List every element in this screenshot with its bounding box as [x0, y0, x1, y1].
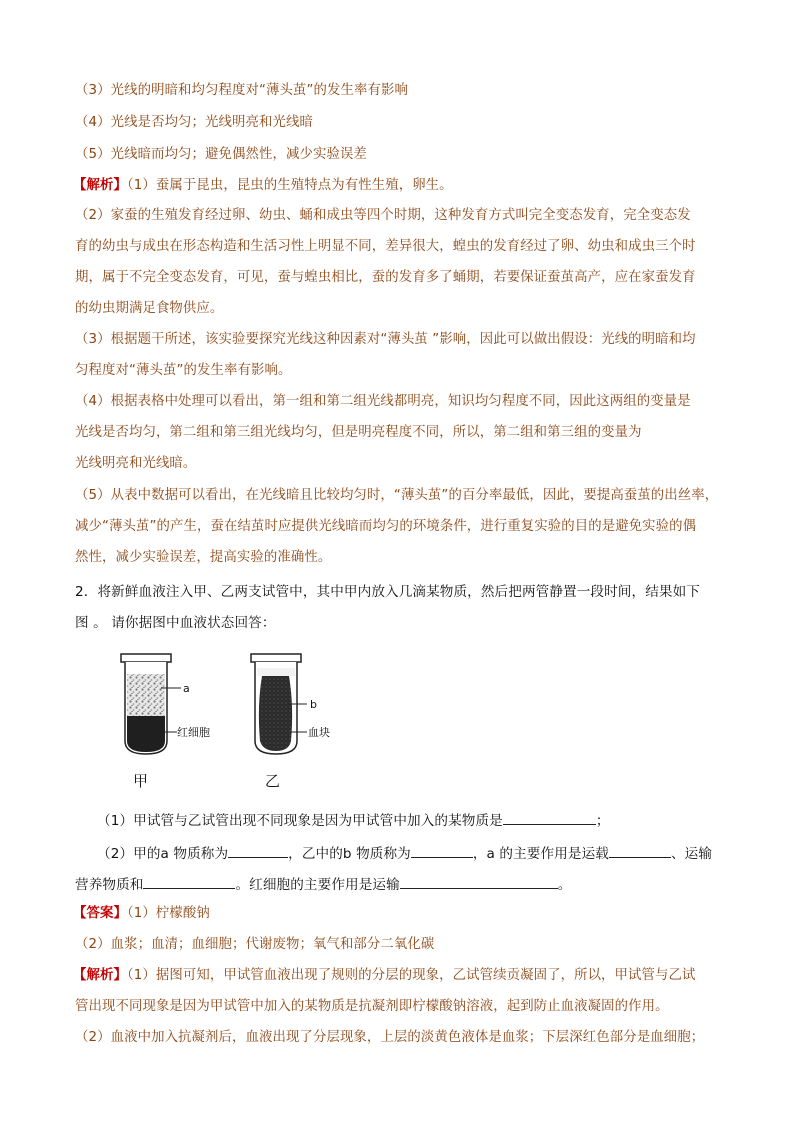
blank-1[interactable] — [503, 810, 596, 825]
tube-left-name: 甲 — [133, 772, 149, 790]
analysis-line-1 — [73, 176, 453, 196]
sub-question-2-part-2: ，乙中的b 物质称为 — [288, 846, 411, 862]
analysis-line-9: 光线是否均匀，第二组和第三组光线均匀，但是明亮程度不同，所以，第二组和第三组的变量为 — [75, 425, 642, 440]
analysis-line-2: （2）家蚕的生殖发育经过卵、幼虫、蛹和成虫等四个时期，这种发育方式叫完全变态发育，完全变态发 — [75, 208, 691, 223]
sub-question-2-part-6: 。红细胞的主要作用是运输 — [235, 877, 400, 893]
sub-question-1-end: ； — [595, 813, 610, 829]
tube-yi-serum-layer — [257, 668, 295, 676]
analysis-line-7: 匀程度对“薄头茧”的发生率有影响。 — [75, 363, 292, 378]
analysis-q2-line-1 — [73, 966, 696, 986]
answer-line-q2-1 — [73, 904, 210, 924]
analysis-line-10: 光线明亮和光线暗。 — [75, 456, 197, 471]
analysis-line-4: 期，属于不完全变态发育，可见，蚕与蝗虫相比，蚕的发育多了蛹期，若要保证蚕茧高产，应在家蚕发育 — [75, 270, 696, 285]
analysis-tag: 【解析】 — [73, 178, 127, 193]
tube-jia-rbc-layer — [127, 716, 165, 752]
analysis-line-12: 减少“薄头茧”的产生，蚕在结茧时应提供光线暗而均匀的环境条件，进行重复实验的目的是避免实验的偶 — [75, 519, 697, 534]
tube-jia-plasma-layer — [127, 674, 165, 716]
tube-yi — [251, 654, 330, 790]
sub-question-2-part-3: ，a 的主要作用是运载 — [472, 846, 609, 862]
answer-line-4: （4）光线是否均匀；光线明亮和光线暗 — [75, 115, 313, 130]
blank-6[interactable] — [400, 874, 558, 889]
analysis-q2-line-3: （2）血液中加入抗凝剂后，血液出现了分层现象，上层的淡黄色液体是血浆；下层深红色部分是血细胞； — [75, 1030, 705, 1045]
sub-question-1-text: （1）甲试管与乙试管出现不同现象是因为甲试管中加入的某物质是 — [97, 813, 503, 829]
analysis-line-5: 的幼虫期满足食物供应。 — [75, 301, 224, 316]
blank-4[interactable] — [609, 843, 671, 858]
label-b: b — [310, 698, 317, 711]
label-rbc: 红细胞 — [177, 726, 210, 739]
tube-yi-rim — [251, 654, 301, 662]
sub-question-2-part-1: （2）甲的a 物质称为 — [97, 846, 229, 862]
label-a: a — [183, 682, 190, 695]
question-2-line-1: 2．将新鲜血液注入甲、乙两支试管中，其中甲内放入几滴某物质，然后把两管静置一段时间，结果如下 — [75, 584, 700, 600]
answer-line-5: （5）光线暗而均匀；避免偶然性，减少实验误差 — [75, 147, 367, 162]
tube-yi-clot — [259, 676, 292, 751]
analysis-line-13: 然性，减少实验误差，提高实验的准确性。 — [75, 550, 332, 565]
analysis-text: （1）蚕属于昆虫，昆虫的生殖特点为有性生殖，卵生。 — [126, 178, 453, 193]
sub-question-2-part-5: 营养物质和 — [75, 877, 144, 893]
label-clot: 血块 — [308, 726, 330, 739]
sub-question-2-line-1 — [97, 843, 712, 864]
sub-question-2-line-2 — [75, 874, 572, 895]
sub-question-2-part-4: 、运输 — [670, 846, 713, 862]
analysis-q2-line-2: 管出现不同现象是因为甲试管中加入的某物质是抗凝剂即柠檬酸钠溶液，起到防止血液凝固的作用。 — [75, 999, 669, 1014]
question-2-line-2: 图 。 请你据图中血液状态回答： — [75, 615, 276, 631]
sub-question-2-end: 。 — [557, 877, 572, 893]
sub-question-1 — [97, 810, 610, 831]
tube-jia — [121, 654, 210, 790]
answer-q2-first: （1）柠檬酸钠 — [126, 906, 210, 921]
answer-line-3: （3）光线的明暗和均匀程度对“薄头茧”的发生率有影响 — [75, 83, 408, 98]
analysis-line-11: （5）从表中数据可以看出，在光线暗且比较均匀时，“薄头茧”的百分率最低，因此，要提高蚕茧的出丝率， — [75, 488, 719, 503]
analysis-q2-first: （1）据图可知，甲试管血液出现了规则的分层的现象，乙试管续贡凝固了，所以，甲试管与乙试 — [126, 968, 696, 983]
analysis-line-3: 育的幼虫与成虫在形态构造和生活习性上明显不同，差异很大，蝗虫的发育经过了卵、幼虫和成虫三个时 — [75, 239, 696, 254]
blank-2[interactable] — [228, 843, 288, 858]
answer-tag: 【答案】 — [73, 906, 127, 921]
analysis-tag-q2: 【解析】 — [73, 968, 127, 983]
tube-right-name: 乙 — [265, 772, 281, 790]
analysis-line-8: （4）根据表格中处理可以看出，第一组和第二组光线都明亮，知识均匀程度不同，因此这两组的变量是 — [75, 394, 691, 409]
analysis-line-6: （3）根据题干所述，该实验要探究光线这种因素对“薄头茧 ”影响，因此可以做出假设：光线的明暗和均 — [75, 332, 696, 347]
blank-5[interactable] — [143, 874, 235, 889]
test-tube-figure — [105, 646, 365, 796]
blank-3[interactable] — [411, 843, 473, 858]
answer-line-q2-2: （2）血浆；血清；血细胞；代谢废物；氧气和部分二氧化碳 — [75, 937, 435, 952]
tube-jia-rim — [121, 654, 171, 662]
